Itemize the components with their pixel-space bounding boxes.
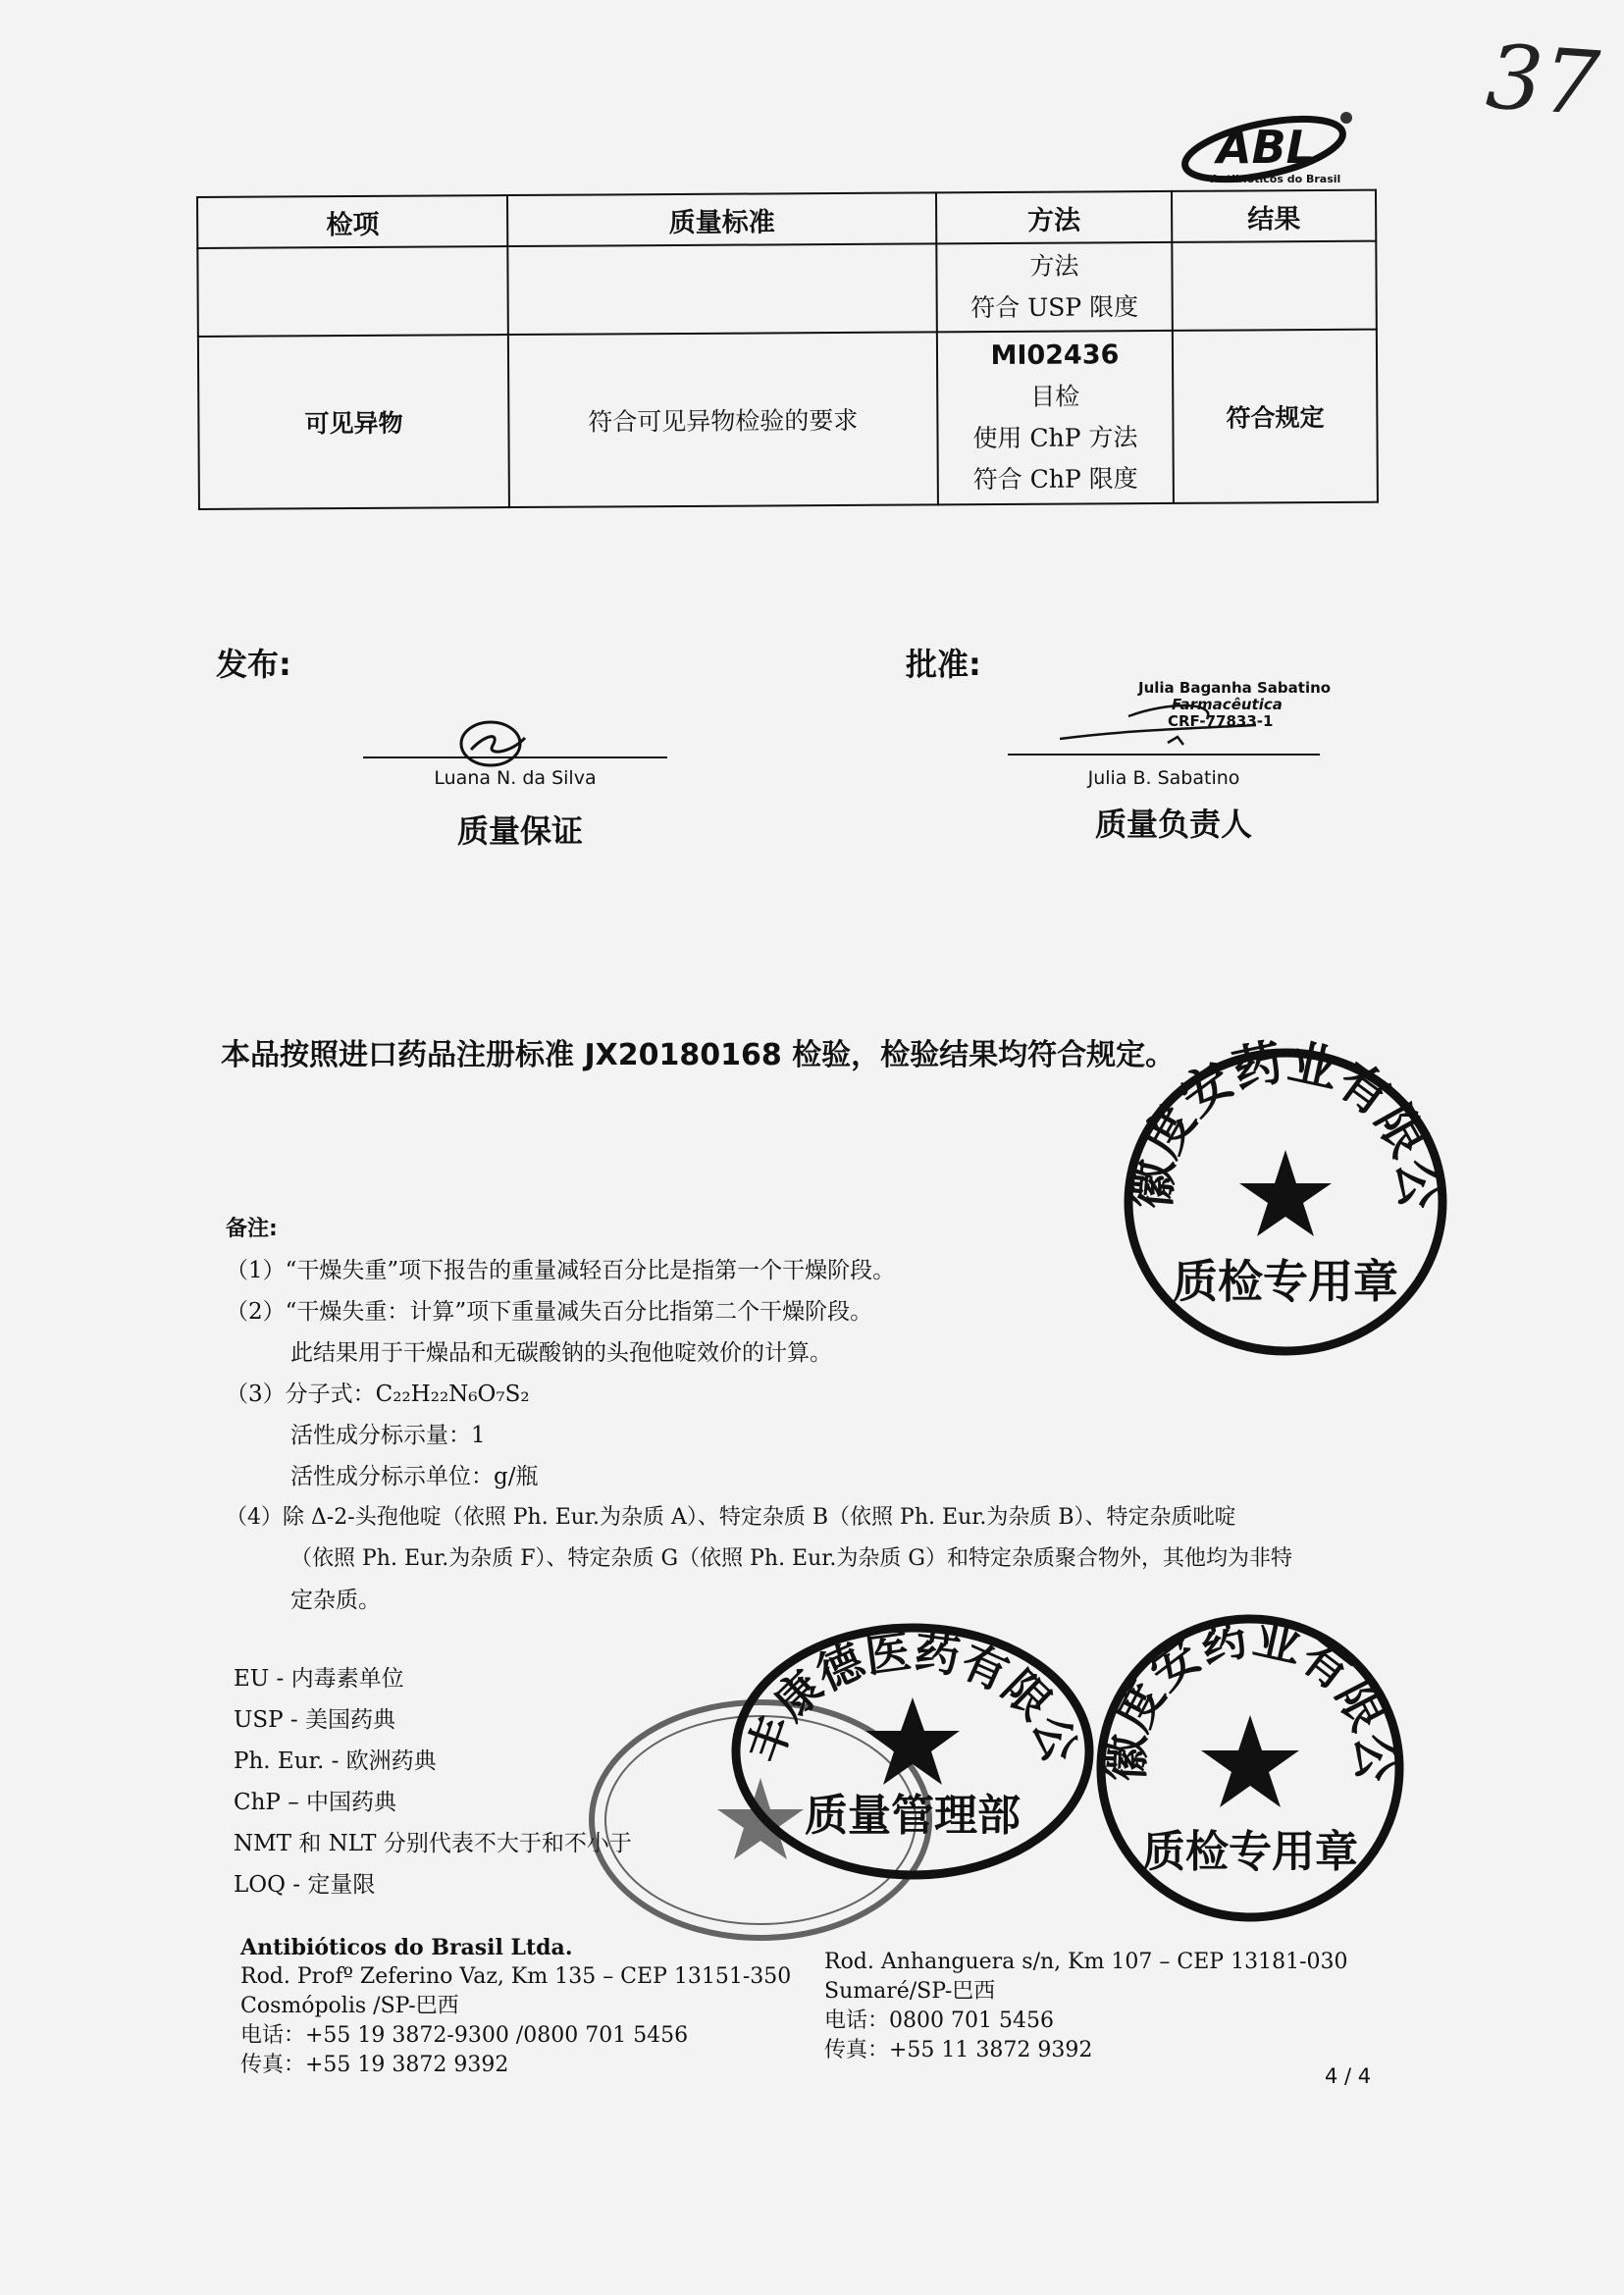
note-line: 定杂质。 [290, 1588, 381, 1613]
issuer-signature-line [363, 756, 667, 758]
footer-line: Rod. Anhanguera s/n, Km 107 – CEP 13181-030 [824, 1950, 1348, 1974]
svg-text:西丰康德医药有限公司: 西丰康德医药有限公司 [704, 1577, 1088, 1769]
abbreviation-item: ChP – 中国药典 [234, 1790, 397, 1815]
footer-line: 电话：0800 701 5456 [824, 2008, 1054, 2033]
page-number: 4 / 4 [1325, 2064, 1372, 2088]
cell-item: 可见异物 [198, 335, 509, 509]
abbreviation-item: USP - 美国药典 [234, 1707, 396, 1733]
note-line: （4）除 Δ-2-头孢他啶（依照 Ph. Eur.为杂质 A）、特定杂质 B（依照 Ph. Eur.为杂质 B）、特定杂质吡啶 [226, 1505, 1236, 1530]
method-line: MI02436 [990, 339, 1120, 372]
note-line: 活性成分标示量：1 [290, 1423, 486, 1448]
svg-text:安徽度安药业有限公司: 安徽度安药业有限公司 [1067, 1566, 1403, 1783]
approver-stamp-line: Farmacêutica [1172, 696, 1283, 713]
cell-method [936, 331, 1174, 504]
footer-line: 传真：+55 19 3872 9392 [240, 2053, 509, 2077]
footer-line: 传真：+55 11 3872 9392 [824, 2038, 1093, 2062]
approver-signature-line [1008, 754, 1320, 756]
footer-left-address [240, 1933, 791, 2080]
footer-line: Sumaré/SP-巴西 [824, 1979, 996, 2004]
note-line: （3）分子式：C₂₂H₂₂N₆O₇S₂ [226, 1382, 530, 1407]
cell-standard: 符合可见异物检验的要求 [508, 332, 937, 507]
approver-stamp-line: CRF-77833-1 [1168, 712, 1274, 730]
issuer-role: 质量保证 [456, 812, 583, 850]
svg-text:质量管理部: 质量管理部 [805, 1791, 1021, 1841]
issuer-signature [432, 714, 559, 769]
approver-stamp-line: Julia Baganha Sabatino [1138, 679, 1332, 697]
method-line: 符合 ChP 限度 [972, 464, 1138, 495]
logo-mark: ABL [1217, 121, 1315, 174]
svg-text:质检专用章: 质检专用章 [1173, 1255, 1398, 1308]
footer-line: Rod. Profº Zeferino Vaz, Km 135 – CEP 13151-350 [240, 1964, 792, 1989]
abbreviations-list [234, 1658, 632, 1905]
cell-result: 符合规定 [1173, 330, 1378, 503]
method-line: 目检 [1030, 382, 1080, 411]
note-line: （2）“干燥失重：计算”项下重量减失百分比指第二个干燥阶段。 [226, 1299, 873, 1325]
abbreviation-item: Ph. Eur. - 欧洲药典 [234, 1748, 437, 1774]
footer-company: Antibióticos do Brasil Ltda. [240, 1935, 573, 1960]
approver-signature [1060, 692, 1315, 751]
issue-label: 发布: [216, 646, 291, 683]
svg-text:安徽度安药业有限公司: 安徽度安药业有限公司 [1089, 995, 1448, 1212]
method-line: 方法 [1029, 251, 1079, 281]
table-header-row [197, 190, 1376, 248]
handwritten-page-number: 37 [1483, 26, 1603, 136]
cell-standard [508, 243, 937, 335]
cell-method [936, 242, 1173, 332]
cell-result [1173, 241, 1377, 331]
method-line: 使用 ChP 方法 [972, 423, 1138, 453]
conclusion-statement: 本品按照进口药品注册标准 JX20180168 检验，检验结果均符合规定。 [221, 1038, 1176, 1072]
spec-table [196, 189, 1379, 510]
footer-right-address [824, 1948, 1348, 2065]
note-line: 此结果用于干燥品和无碳酸钠的头孢他啶效价的计算。 [290, 1340, 832, 1366]
logo-subtitle: Antibióticos do Brasil [1210, 173, 1341, 185]
note-line: （依照 Ph. Eur.为杂质 F）、特定杂质 G（依照 Ph. Eur.为杂质 G）和特定杂质聚合物外，其他均为非特 [290, 1546, 1292, 1571]
approve-label: 批准: [906, 646, 981, 683]
approver-name: Julia B. Sabatino [1087, 767, 1240, 789]
footer-line: 电话：+55 19 3872-9300 /0800 701 5456 [240, 2023, 689, 2048]
table-row [198, 330, 1378, 509]
method-line: 符合 USP 限度 [970, 292, 1139, 323]
header-item: 检项 [197, 195, 508, 248]
abbreviation-item: EU - 内毒素单位 [234, 1666, 404, 1692]
header-result: 结果 [1172, 190, 1376, 242]
header-standard: 质量标准 [507, 192, 935, 246]
note-line: （1）“干燥失重”项下报告的重量减轻百分比是指第一个干燥阶段。 [226, 1258, 896, 1283]
cell-item [197, 246, 508, 337]
footer-line: Cosmópolis /SP-巴西 [240, 1994, 459, 2018]
notes-section [226, 1209, 1403, 1621]
company-seal-qc-2 [1067, 1566, 1410, 1928]
note-line: 活性成分标示单位：g/瓶 [290, 1464, 539, 1489]
issuer-name: Luana N. da Silva [434, 767, 597, 789]
notes-heading: 备注: [226, 1217, 278, 1241]
abbreviation-item: LOQ - 定量限 [234, 1872, 376, 1898]
approver-role: 质量负责人 [1094, 806, 1252, 843]
svg-text:质检专用章: 质检专用章 [1142, 1827, 1358, 1877]
distributor-seal-qa [704, 1577, 1099, 1884]
header-method: 方法 [936, 191, 1173, 243]
abbreviation-item: NMT 和 NLT 分别代表不大于和不小于 [234, 1831, 632, 1856]
table-row [197, 241, 1377, 337]
